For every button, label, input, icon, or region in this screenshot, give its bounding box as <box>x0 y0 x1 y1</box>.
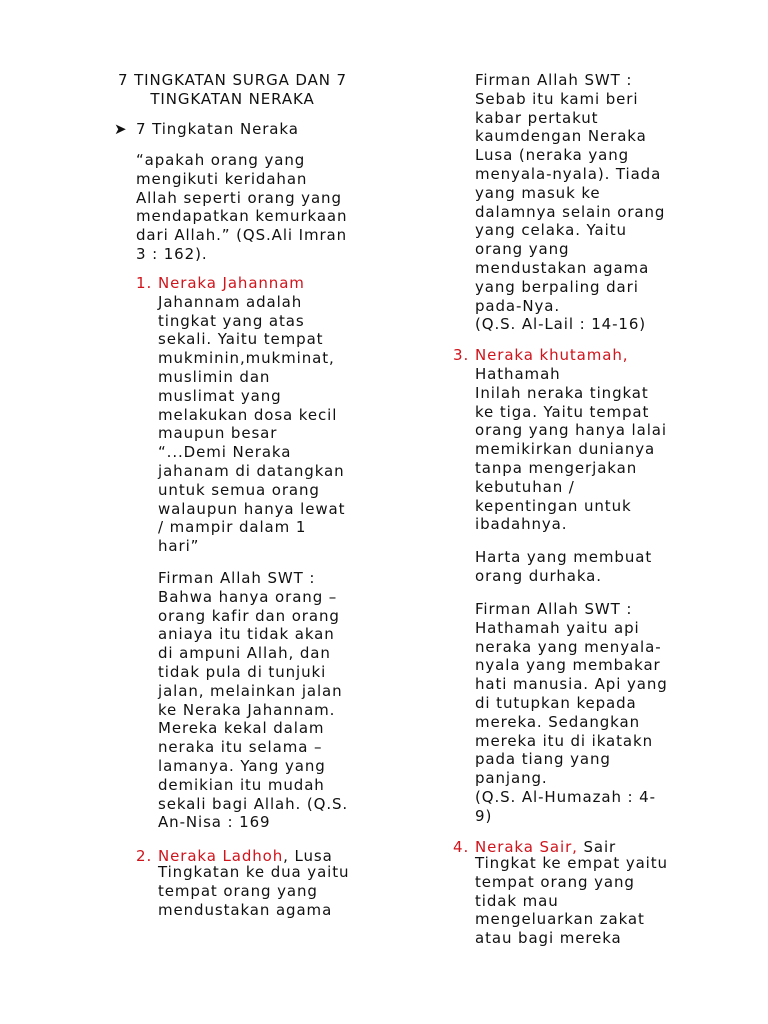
item-3-note: Harta yang membuat orang durhaka. <box>475 548 653 585</box>
item-2-firman: Firman Allah SWT : Sebab itu kami beri kabar pertakut kaumdengan Neraka Lusa (neraka yang menyala-nyala). Tiada yang masuk ke dalamnya selain orang yang celaka. Yaitu orang yang mendustakan agama yang berpaling dari pada-Nya. (Q.S. Al-Lail : 14-16) <box>475 71 666 334</box>
item-4-number: 4. <box>453 838 470 856</box>
intro-quote: “apakah orang yang mengikuti keridahan Allah seperti orang yang mendapatkan kemurkaan dari Allah.” (QS.Ali Imran 3 : 162). <box>136 151 348 263</box>
item-1-title: Neraka Jahannam <box>158 274 305 292</box>
item-1-number: 1. <box>136 274 153 292</box>
item-3-body: Hathamah Inilah neraka tingkat ke tiga. Yaitu tempat orang yang hanya lalai memikirkan dunianya tanpa mengerjakan kebutuhan / kepentingan untuk ibadahnya. <box>475 365 667 534</box>
item-2-suffix: , Lusa <box>283 847 333 865</box>
item-3-firman: Firman Allah SWT : Hathamah yaitu api neraka yang menyala- nyala yang membakar hati manusia. Api yang di tutupkan kepada mereka. Sedangkan mereka itu di ikatakn pada tiang yang panjang. (Q.S. Al-Humazah : 4- 9) <box>475 600 668 825</box>
section-heading: 7 Tingkatan Neraka <box>136 120 299 138</box>
document-title: 7 TINGKATAN SURGA DAN 7 TINGKATAN NERAKA <box>117 71 347 108</box>
item-3-number: 3. <box>453 346 470 364</box>
item-4-body: Tingkat ke empat yaitu tempat orang yang tidak mau mengeluarkan zakat atau bagi mereka <box>475 854 668 948</box>
item-3-title: Neraka khutamah, <box>475 346 629 364</box>
item-2-number: 2. <box>136 847 153 865</box>
item-1-body: Jahannam adalah tingkat yang atas sekali. Yaitu tempat mukminin,mukminat, muslimin dan muslimat yang melakukan dosa kecil maupun besar “...Demi Neraka jahanam di datangkan untuk semua orang walaupun hanya lewat / mampir dalam 1 hari” <box>158 292 346 556</box>
item-2-name: Neraka Ladhoh <box>158 847 284 865</box>
item-4-name: Neraka Sair, <box>475 838 578 856</box>
arrow-bullet-icon: ➤ <box>114 120 128 138</box>
item-1-firman: Firman Allah SWT : Bahwa hanya orang – orang kafir dan orang aniaya itu tidak akan di ampuni Allah, dan tidak pula di tunjuki jalan, melainkan jalan ke Neraka Jahannam. Mereka kekal dalam neraka itu selama – lamanya. Yang yang demikian itu mudah sekali bagi Allah. (Q.S. An-Nisa : 169 <box>158 569 349 832</box>
item-4-suffix: Sair <box>577 838 617 856</box>
item-2-body: Tingkatan ke dua yaitu tempat orang yang mendustakan agama <box>158 863 350 919</box>
